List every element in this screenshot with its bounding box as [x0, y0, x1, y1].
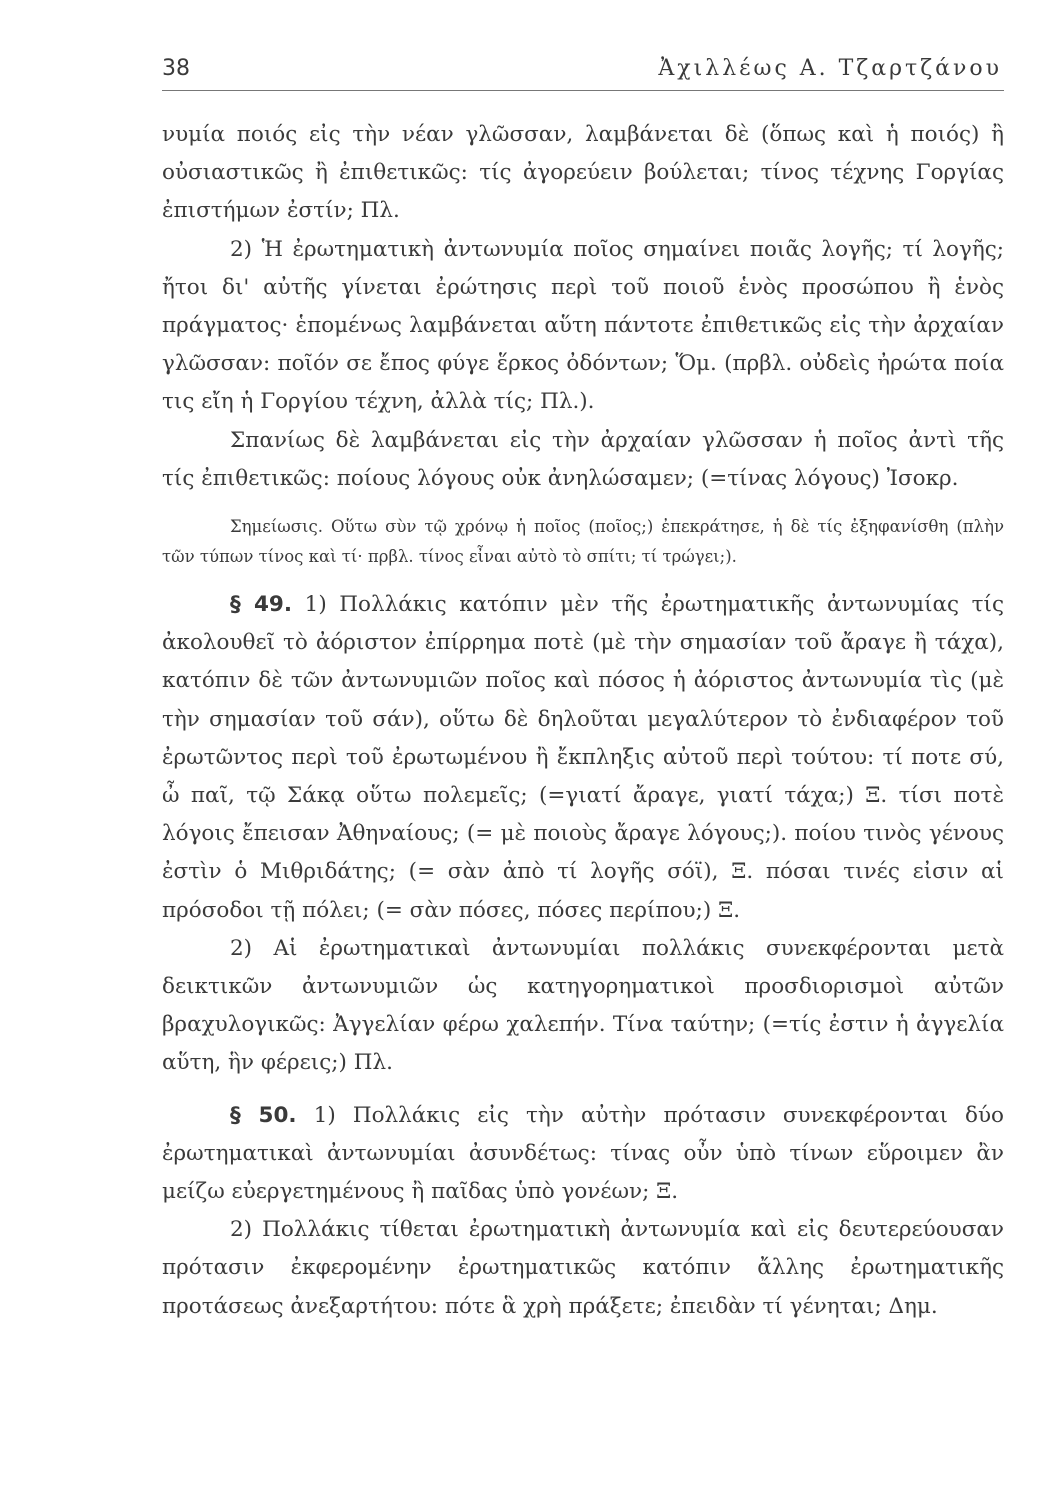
section-49-symbol: § 49.	[230, 592, 293, 618]
section-50-paragraph-2: 2) Πολλάκις τίθεται ἐρωτηματικὴ ἀντωνυμία καὶ εἰς δευτερεύουσαν πρότασιν ἐκφερομένην ἐρωτηματικῶς κατόπιν ἄλλης ἐρωτηματικῆς προτάσεως ἀνεξαρτήτου: πότε ἃ χρὴ πράξετε; ἐπειδὰν τί γένηται; Δημ.	[162, 1217, 1004, 1319]
paragraph-rarely: Σπανίως δὲ λαμβάνεται εἰς τὴν ἀρχαίαν γλῶσσαν ἡ ποῖος ἀντὶ τῆς τίς ἐπιθετικῶς: ποίους λόγους οὐκ ἀνηλώσαμεν; (=τίνας λόγους) Ἰσοκρ.	[162, 427, 1004, 491]
section-49-text-1: 1) Πολλάκις κατόπιν μὲν τῆς ἐρωτηματικῆς ἀντωνυμίας τίς ἀκολουθεῖ τὸ ἀόριστον ἐπίρρημα ποτὲ (μὲ τὴν σημασίαν τοῦ ἄραγε ἢ τάχα), κατόπιν δὲ τῶν ἀντωνυμιῶν ποῖος καὶ πόσος ἡ ἀόριστος ἀντωνυμία τὶς (μὲ τὴν σημασίαν τοῦ σάν), οὕτω δὲ δηλοῦται μεγαλύτερον τὸ ἐνδιαφέρον τοῦ ἐρωτῶντος περὶ τοῦ ἐρωτωμένου ἢ ἔκπληξις αὐτοῦ περὶ τούτου: τί ποτε σύ, ὦ παῖ, τῷ Σάκᾳ οὕτω πολεμεῖς; (=γιατί ἄραγε, γιατί τάχα;) Ξ. τίσι ποτὲ λόγοις ἔπεισαν Ἀθηναίους; (= μὲ ποιοὺς ἄραγε λόγους;). ποίου τινὸς γένους ἐστὶν ὁ Μιθριδάτης; (= σὰν ἀπὸ τί λογῆς σόϊ), Ξ. πόσαι τινές εἰσιν αἱ πρόσοδοι τῇ πόλει; (= σὰν πόσες, πόσες περίπου;) Ξ.	[162, 592, 1005, 923]
running-title: Ἀχιλλέως Α. Τζαρτζάνου	[658, 56, 1002, 81]
page-header	[162, 54, 1004, 91]
section-50-symbol: § 50.	[230, 1102, 297, 1128]
page-body	[162, 116, 1004, 1326]
section-50-paragraph-1	[162, 1097, 1004, 1212]
page-number: 38	[162, 56, 190, 81]
note-semeiosis: Σημείωσις. Οὕτω σὺν τῷ χρόνῳ ἡ ποῖος (ποῖος;) ἐπεκράτησε, ἡ δὲ τίς ἐξηφανίσθη (πλὴν τῶν τύπων τίνος καὶ τί· πρβλ. τίνος εἶναι αὐτὸ τὸ σπίτι; τί τρώγει;).	[162, 517, 1004, 567]
section-49-paragraph-1	[162, 586, 1004, 930]
paragraph-continued: νυμία ποιός εἰς τὴν νέαν γλῶσσαν, λαμβάνεται δὲ (ὅπως καὶ ἡ ποιός) ἢ οὐσιαστικῶς ἢ ἐπιθετικῶς: τίς ἀγορεύειν βούλεται; τίνος τέχνης Γοργίας ἐπιστήμων ἐστίν; Πλ.	[162, 122, 1004, 224]
section-50-text-1: 1) Πολλάκις εἰς τὴν αὐτὴν πρότασιν συνεκφέρονται δύο ἐρωτηματικαὶ ἀντωνυμίαι ἀσυνδέτως: τίνας οὖν ὑπὸ τίνων εὕροιμεν ἂν μείζω εὐεργετημένους ἢ παῖδας ὑπὸ γονέων; Ξ.	[162, 1102, 1004, 1205]
section-49-paragraph-2: 2) Αἱ ἐρωτηματικαὶ ἀντωνυμίαι πολλάκις συνεκφέρονται μετὰ δεικτικῶν ἀντωνυμιῶν ὡς κατηγορηματικοὶ προσδιορισμοὶ αὐτῶν βραχυλογικῶς: Ἀγγελίαν φέρω χαλεπήν. Τίνα ταύτην; (=τίς ἐστιν ἡ ἀγγελία αὕτη, ἣν φέρεις;) Πλ.	[162, 935, 1004, 1076]
paragraph-interrogative-poios: 2) Ἡ ἐρωτηματικὴ ἀντωνυμία ποῖος σημαίνει ποιᾶς λογῆς; τί λογῆς; ἤτοι δι' αὐτῆς γίνεται ἐρώτησις περὶ τοῦ ποιοῦ ἑνὸς προσώπου ἢ ἑνὸς πράγματος· ἑπομένως λαμβάνεται αὕτη πάντοτε ἐπιθετικῶς εἰς τὴν ἀρχαίαν γλῶσσαν: ποῖόν σε ἔπος φύγε ἕρκος ὀδόντων; Ὅμ. (πρβλ. οὐδεὶς ἠρώτα ποία τις εἴη ἡ Γοργίου τέχνη, ἀλλὰ τίς; Πλ.).	[162, 236, 1004, 415]
